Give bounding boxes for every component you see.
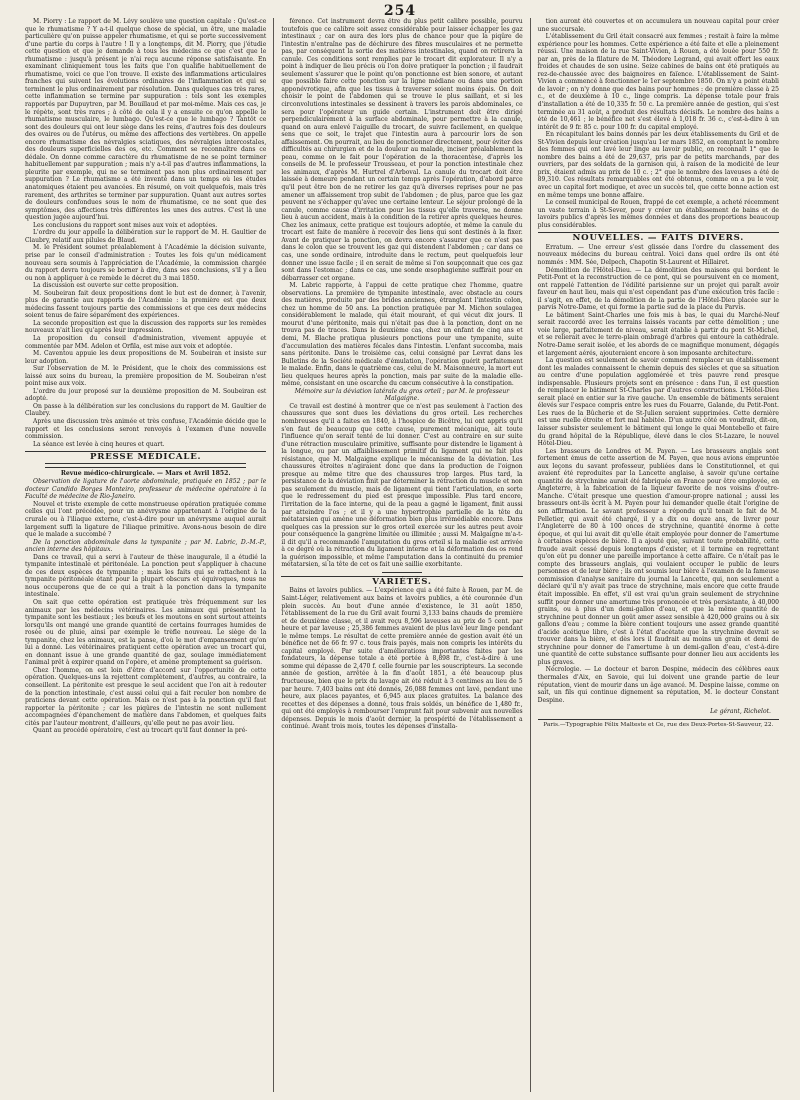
- paragraph: Les conclusions du rapport sont mises aux voix et adoptées.: [33, 221, 218, 229]
- paragraph: Erratum. — Une erreur s'est glissée dans l'ordre du classement des nouveaux médecins du bureau central. Voici dans quel ordre ils ont été nommés : MM. Sée, Delpech, Chapotin St-Laurent et Hillairet.: [537, 243, 779, 266]
- paragraph: Nouvel et triste exemple de cette monstrueuse opération pratiquée comme celles qui l'ont précédée, pour un anévrysme appartenant à l'origine de la crurale ou à l'iliaque externe, c'est-à-dire pour un anévrysme auquel aurait largement suffi la ligature de l'iliaque primitive. Avons-nous besoin de dire que le malade a succombé ?: [25, 500, 267, 539]
- paragraph: Les brasseurs de Londres et M. Payen. — Les brasseurs anglais sont fortement émus de cette assertion de M. Payen, que nous avions empruntée aux leçons du savant professeur, publiées dans le Constitutionnel, et qui avaient été reproduites par la Lancette anglaise, à savoir qu'une certaine quantité de strychnine aurait été fabriquée en France pour être employée, en Angleterre, à la fabrication de la liqueur favorite de nos voisins d'outre-Manche. C'était presque une question d'amour-propre national ; aussi les brasseurs ont-ils écrit à M. Payen pour lui demander quelle était l'origine de son affirmation. Le savant professeur a répondu qu'il tenait le fait de M. Pelletier, qui avait été chargé, il y a dix ou douze ans, de livrer pour l'Angleterre de 80 à 100 onces de strychnine, quantité énorme à cette époque, et qui lui avait dit qu'elle était employée pour donner de l'amertume à certaines espèces de bière. Il a ajouté que, suivant toute probabilité, cette fraude avait cessé depuis longtemps d'exister, et il termine en regrettant qu'on eût pu donner une pareille importance à cette affaire. Ce n'était pas le compte des brasseurs anglais, qui voulaient occuper le public de leurs personnes et de leur bière ; ils ont soumis leur bière à l'examen de la fameuse commission d'analyse sanitaire du journal la Lancette, qui, non seulement a déclaré qu'il n'y avait pas trace de strychnine, mais encore que cette fraude était impossible. En effet, s'il est vrai qu'un grain seulement de strychnine suffit pour donner une amertume très prononcée et très persistante, à 40,000 grains, ou à plus d'un demi-gallon d'eau, et que la même quantité de strychnine peut donner un goût amer assez sensible à 420,000 grains ou à six gallons d'eau ; comme la bière contient toujours une assez grande quantité d'acide acétique libre, c'est à l'état d'acétate que la strychnine devrait se trouver dans la bière, et dès lors il faudrait au moins un grain et demi de strychnine pour donner de l'amertume à un demi-gallon d'eau, c'est-à-dire une quantité de cette substance suffisante pour donner lieu aux accidents les plus graves.: [537, 447, 779, 666]
- paragraph: M. le Président soumet préalablement à l'Académie la décision suivante, prise par le conseil d'administration : Toutes les fois qu'un médicament nouveau sera soumis à l'appréciation de l'Académie, la commission chargée du rapport devra toujours se borner à dire, dans ses conclusions, s'il y a lieu ou non à appliquer à ce remède le décret du 3 mai 1850.: [25, 244, 267, 282]
- double-rule: [45, 463, 246, 468]
- paragraph: M. Labric rapporte, à l'appui de cette pratique chez l'homme, quatre observations. La première de tympanite intestinale, avec obstacle au cours des matières, produite par des brides anciennes, étranglant l'intestin colon, chez un homme de 50 ans. La ponction pratiquée par M. Michon soulagea considérablement le malade, qui était mourant, et qui vécut dix jours. Il mourut d'une péritonite, mais qui n'était pas due à la ponction, dont on ne trouva pas de traces. Dans le deuxième cas, chez un enfant de cinq ans et demi, M. Blache pratiqua plusieurs ponctions pour une tympanite, suite d'accumulation des matières fécales dans l'intestin. L'enfant succomba, mais sans péritonite. Dans le troisième cas, celui consigné par Levrat dans les Bulletins de la Société médicale d'émulation, l'opération guérit parfaitement le malade. Enfin, dans le quatrième cas, celui de M. Maisonneuve, la mort eut lieu quelques heures après la ponction, mais par suite de la maladie elle-même, consistant en une oscarche du cæcum consécutive à la constipation.: [281, 282, 523, 388]
- paragraph: L'établissement du Gril était consacré aux femmes ; restait à faire la même expérience pour les hommes. Cette expérience a été faite et elle a pleinement réussi. Une maison de la rue Saint-Vivien, à Rouen, a été louée pour 550 fr. par an, près de la filature de M. Théodore Legrand, qui avait offert les eaux froides et chaudes de son usine. Seize cabines de bains ont été pratiqués au rez-de-chaussée avec des baignoires en faïence. L'établissement de Saint-Vivien a commencé à fonctionner le 1er septembre 1850. On n'y a point établi de lavoir ; on n'y donne que des bains pour hommes : de première classe à 25 c., et de deuxième à 10 c., linge compris. La dépense totale pour frais d'installation a été de 10,335 fr. 50 c. La première année de gestion, qui s'est terminée au 31 août, a produit des résultats décisifs. Le nombre des bains a été de 10,461 ; le bénéfice net s'est élevé à 1,018 fr. 36 c., c'est-à-dire à un intérêt de 9 fr. 85 c. pour 100 fr. du capital employé.: [537, 33, 779, 131]
- column-2: [273, 18, 529, 1092]
- paragraph: La question est seulement de savoir comment remplacer un établissement dont les malades connaissent le chemin depuis des siècles et que sa situation au centre d'une population agglomérée et très pauvre rend presque indispensable. Plusieurs projets sont en présence : dans l'un, il est question de remplacer le bâtiment St-Charles par d'autres constructions. L'Hôtel-Dieu serait placé en entier sur la rive gauche. Un ensemble de bâtiments seraient élevés sur l'espace compris entre les rues du Fouarre, Galande, du Petit-Pont. Les rues de la Bûcherie et de St-Julien seraient supprimées. Cette dernière est une ruelle étroite et fort mal habitée. D'un autre côté on voudrait, dit-on, laisser subsister seulement le bâtiment qui longe le quai Montebello et faire du grand hôpital de la République, élevé dans le clos St-Lazare, le nouvel Hôtel-Dieu.: [537, 357, 779, 448]
- section-subheading: Revue médico-chirurgicale. — Mars et Avril 1852.: [60, 469, 231, 477]
- paragraph: L'ordre du jour appelle la délibération sur le rapport de M. H. Gaultier de Claubry, relatif aux pilules de Blaud.: [25, 229, 267, 244]
- paragraph: La discussion est ouverte sur cette proposition.: [33, 282, 179, 290]
- paragraph: Chez l'homme, on est loin d'être d'accord sur l'opportunité de cette opération. Quelques-uns la rejettent complètement, d'autres, au contraire, la conseillent. La péritonite est presque le seul accident que l'on ait à redouter de la ponction intestinale, c'est aussi celui qui a fait reculer bon nombre de praticiens devant cette opération. Mais ce n'est pas à la ponction qu'il faut rapporter la péritonite ; car les piqûres de l'intestin ne sont nullement accompagnées d'épanchement de matière dans l'abdomen, et quelques faits cités par l'auteur montrent, d'ailleurs, qu'elle peut ne pas avoir lieu.: [25, 666, 267, 727]
- printer-footer: Paris.—Typographie Félix Malteste et Ce, rue des Deux-Portes-St-Sauveur, 22.: [538, 719, 779, 730]
- paragraph: La seconde proposition est que la discussion des rapports sur les remèdes nouveaux n'ait lieu qu'après leur impression.: [25, 319, 267, 335]
- paragraph: Après une discussion très animée et très confuse, l'Académie décide que le rapport et les conclusions seront renvoyés à l'examen d'une nouvelle commission.: [25, 417, 267, 441]
- paragraph: Quant au procédé opératoire, c'est au trocart qu'il faut donner la pré-: [33, 727, 248, 735]
- paragraph: Démolition de l'Hôtel-Dieu. — La démolition des maisons qui bordent le Petit-Pont et la reconstruction de ce pont, qui se poursuivent en ce moment, ont rappelé l'attention de l'édilité parisienne sur un projet qui paraît avoir faveur en haut lieu, mais qui n'est cependant pas d'une exécution très facile : il s'agit, en effet, de la démolition de la partie de l'Hôtel-Dieu placée sur le parvis Notre-Dame, et qui forme la partie sud de la place du Parvis.: [537, 266, 779, 312]
- paragraph: Bains et lavoirs publics. — L'expérience qui a été faite à Rouen, par M. de Saint-Léger, relativement aux bains et lavoirs publics, a été couronnée d'un plein succès. Au bout d'une année d'existence, le 31 août 1850, l'établissement de la rue du Gril avait fourni 3,133 bains chauds de première et de deuxième classe, et il avait reçu 8,596 laveuses au prix de 5 cent. par heure et par laveuse ; 25,386 femmes avaient de plus lavé leur linge pendant le même temps. Le résultat de cette première année de gestion avait été un bénéfice net de 66 fr. 97 c. tous frais payés, mais non compris les intérêts du capital employé. Par suite d'améliorations importantes faites par les fondateurs, la dépense totale a été portée à 8,898 fr., c'est-à-dire à une somme qui dépasse de 2,470 f. celle fournie par les souscripteurs. La seconde année de gestion, arrêtée à la fin d'août 1851, a été beaucoup plus fructueuse, bien que le prix du lavage ait été réduit à 3 centimes au lieu de 5 par heure. 7,403 bains ont été donnés, 26,088 femmes ont lavé, pendant une heure, aux places payantes, et 6,945 aux places gratuites. La balance des recettes et des dépenses a donné, tous frais soldés, un bénéfice de 1,480 fr., qui ont été employés à rembourser l'emprunt fait pour subvenir aux nouvelles dépenses. Depuis le mois d'août dernier, la prospérité de l'établissement a continué. Avant trois mois, toutes les dépenses d'installa-: [281, 587, 523, 731]
- paragraph: L'ordre du jour proposé sur la deuxième proposition de M. Soubeiran est adopté.: [25, 387, 267, 403]
- paragraph: Ce travail est destiné à montrer que ce n'est pas seulement à l'action des chaussures que sont dues les déviations du gros orteil. Les recherches nombreuses qu'il a faites en 1840, à l'hospice de Bicêtre, lui ont appris qu'il s'en faut de beaucoup que cette cause, purement mécanique, ait toute l'influence qu'on serait tenté de lui donner. C'est au contraire en sur suite d'une rétraction musculaire primitive, suffisante pour distendre le ligament à la longue, ou par un affaiblissement primitif du ligament qui ne fait plus résistance, que M. Malgaigne explique le mécanisme de la déviation. Les chaussures étroites n'agiraient donc que dans la production de l'oignon presque au même titre que des chaussures trop larges. Plus tard, la persistance de la déviation finit par déterminer la rétraction du muscle et non pas seulement du muscle, mais de ligament qui tient l'articulation, en sorte que le redressement du pied est presque impossible. Plus tard encore, l'irritation de la face interne, qui de la peau a gagné le ligament, finit aussi par atteindre l'os ; et il y a une hypertrophie partielle de la tête du métatarsien qui amène une déformation bien plus irrémédiable encore. Dans quelques cas la pression sur le gros orteil exercée sur les autres peut avoir pour conséquence la gangrène limitée ou illimitée ; aussi M. Malgaigne m'a-t-il dit qu'il a recommandé l'amputation du gros orteil si la maladie est arrivée à ce degré où la rétraction du ligament interne et la déformation des os rend la guérison impossible, et même l'amputation dans la continuité du premier métatarsien, si la tête de cet os fait une saillie exorbitante.: [281, 402, 523, 569]
- paragraph: M. Caventou appuie les deux propositions de M. Soubeiran et insiste sur leur adoption.: [25, 350, 267, 365]
- article-title: De la ponction abdominale dans la tympanite ; par M. Labric, D.-M.-P., ancien interne des hôpitaux.: [25, 538, 267, 554]
- article-title: Observation de ligature de l'aorte abdominale, pratiquée en 1852 ; par le docteur Candido Borges Monteiro, professeur de médecine opératoire à la Faculté de médecine de Rio-Janeiro.: [25, 478, 267, 501]
- paragraph: M. Piorry : Le rapport de M. Lévy soulève une question capitale : Qu'est-ce que le rhumatisme ? Y a-t-il quelque chose de spécial, un être, une maladie particulière qu'on puisse appeler rhumatisme, et qui se porte successivement d'une partie du corps à l'autre ! Il y a longtemps, dit M. Piorry, que j'étudie cette question et que je demande à tous les médecins ce que c'est que le rhumatisme : jusqu'à présent je n'ai reçu aucune réponse satisfaisante. En examinant cliniquement tous les faits que l'on qualifie habituellement de rhumatisme, voici ce que l'on trouve. Il existe des inflammations articulaires franches qui suivent les évolutions ordinaires de l'inflammation et qui se terminent le plus ordinairement par résolution. Dans quelques cas très rares, cette inflammation se termine par suppuration : tels sont les exemples rapportés par Dupuytren, par M. Bouillaud et par moi-même. Mais ces cas, je le répète, sont très rares ; à côté de cela il y a ensuite ce qu'on appelle le rhumatisme musculaire, le lumbago. Qu'est-ce que le lumbago ? Tantôt ce sont des douleurs qui ont leur siège dans les reins, d'autres fois des douleurs des ovaires ou de l'utérus, ou même des affections des vertèbres. On appelle encore rhumatisme des névralgies sciatiques, des névralgies intercostales, des douleurs superficielles des os, etc. Comment se reconnaître dans ce dédale. On donne comme caractère du rhumatisme de ne se point terminer habituellement par suppuration ; mais n'y a-t-il pas d'autres inflammations, la pleurite par exemple, qui ne se terminent pas non plus ordinairement par suppuration ? Le rhumatisme a été inventé dans un temps où les études anatomiques étaient peu avancées. En résumé, on voit quelquefois, mais très rarement, des arthrites se terminer par suppuration. Quant aux autres sortes de douleurs confondues sous le nom de rhumatisme, ce ne sont que des symptômes, des affections très différentes les unes des autres. C'est là une question jugée aujourd'hui.: [25, 18, 267, 222]
- paragraph: On passe à la délibération sur les conclusions du rapport de M. Gaultier de Claubry.: [25, 402, 267, 418]
- paragraph: La séance est levée à cinq heures et quart.: [33, 440, 165, 448]
- column-3: [530, 18, 786, 1092]
- paragraph: Sur l'observation de M. le Président, que le choix des commissions est laissé aux soins du bureau, la première proposition de M. Soubeiran n'est point mise aux voix.: [25, 365, 267, 388]
- article-title: Mémoire sur la déviation latérale du gros orteil ; par M. le professeur Malgaigne.: [294, 387, 510, 403]
- paragraph: tion auront été couvertes et on accumulera un nouveau capital pour créer une succursale.: [537, 18, 779, 33]
- section-title-nouvelles: NOUVELLES. — FAITS DIVERS.: [538, 232, 779, 243]
- separator: [382, 572, 422, 573]
- paragraph: Le conseil municipal de Rouen, frappé de cet exemple, a acheté récemment un vaste terrain à St-Sever, pour y créer un établissement de bains et de lavoirs publics d'après les mêmes données et dans des proportions beaucoup plus considérables.: [537, 199, 779, 229]
- paragraph: La proposition du conseil d'administration, vivement appuyée et commentée par MM. Adelon et Orfila, est mise aux voix et adoptée.: [25, 334, 267, 350]
- paragraph: En récapitulant les bains donnés par les deux établissements du Gril et de St-Vivien depuis leur création jusqu'au 1er mars 1852, en comptant le nombre des femmes qui ont lavé leur linge au lavoir public, on reconnaît 1° que le nombre des bains a été de 29,637, pris par de petits marchands, par des ouvriers, par des soldats de la garnison qui, à raison de la modicité de leur prix, étaient admis au prix de 10 c. ; 2° que le nombre des laveuses a été de 89,310. Ces résultats remarquables ont été obtenus, comme on a pu le voir, avec un capital fort modique, et avec un succès tel, que cette bonne action est en même temps une bonne affaire.: [537, 131, 779, 199]
- paragraph: Le bâtiment Saint-Charles une fois mis à bas, le quai du Marché-Neuf serait raccordé avec les terrains laissés vacants par cette démolition ; une voie large, parfaitement de niveau, serait établie à partir du pont St-Michel, et se relierait avec le terre-plain ombragé d'arbres qui entoure la cathédrale. Notre-Dame serait isolée, et les abords de ce magnifique monument, dégagés et largement aérés, ajouteraient encore à son imposante architecture.: [537, 311, 779, 357]
- page-number: 254: [383, 3, 417, 19]
- paragraph: Nécrologie. — Le docteur et baron Despine, médecin des célèbres eaux thermales d'Aix, en Savoie, qui lui doivent une grande partie de leur réputation, vient de mourir dans un âge avancé. M. Despine laisse, comme on sait, un fils qui continue dignement sa réputation, M. le docteur Constant Despine.: [537, 666, 779, 704]
- paragraph: férence. Cet instrument devra être du plus petit calibre possible, pourvu toutefois que ce calibre soit assez considérable pour laisser échapper les gaz intestinaux ; car on aura des lors plus de chance pour que la piqûre de l'intestin n'entraîne pas de déchirure des fibres musculaires et ne permette pas, par conséquent la sortie des matières intestinales, quand on retirera la canule. Ces conditions sont remplies par le trocart dit explorateur. Il n'y a point à indiquer de lieu précis où l'on doive pratiquer la ponction ; il faudrait seulement s'assurer que le point qu'on ponctionne est bien sonore, et autant que possible faire cette ponction sur la ligne médiane ou dans une portion apponévrotique, afin que les tissus à traverser soient moins épais. On doit choisir le point de l'abdomen qui se trouve le plus saillant, et si les circonvolutions intestinales se dessinent à travers les parois abdominales, ce sera pour l'opérateur un guide certain. L'instrument doit être dirigé perpendiculairement à la surface abdominale, pour permettre à la canule, quand on aura enlevé l'aiguille du trocart, de suivre facilement, en quelque sens que ce soit, le trajet que l'intestin aura à parcourir lors de son affaissement. On pourrait, au lieu de ponctionner directement, pour éviter des difficultés au chirurgien et de la douleur au malade, inciser préalablement la peau, comme on le fait pour l'opération de la thoracentèse, d'après les conseils de M. le professeur Trousseau, et pour la ponction intestinale chez les animaux, d'après M. Hurtrel d'Arboval. La canule du trocart doit être laissée à demeure pendant un certain temps après l'opération, d'abord parce qu'il peut être bon de ne retirer les gaz qu'à diverses reprises pour ne pas amener un affaissement trop subit de l'abdomen ; de plus, parce que les gaz peuvent ne s'échapper qu'avec une certaine lenteur. Le séjour prolongé de la canule, comme cause d'irritation pour les tissus qu'elle traverse, ne donne lieu à aucun accident, mais à la condition de la retirer après quelques heures. Chez les animaux, cette pratique est toujours adoptée, et même la canule du trocart est faite de manière à recevoir des liens qui sont destinés à la fixer. Avant de pratiquer la ponction, on devra encore s'assurer que ce n'est pas dans le colon que se trouvent les gaz qui distendent l'abdomen ; car dans ce cas, une sonde ordinaire, introduite dans le rectum, peut quelquefois leur donner une issue facile ; il en serait de même si l'on soupçonnait que ces gaz sont dans l'estomac ; dans ce cas, une sonde œsophagienne suffirait pour en débarrasser cet organe.: [281, 18, 523, 282]
- section-title-presse-medicale: PRESSE MÉDICALE.: [25, 451, 266, 462]
- paragraph: On sait que cette opération est pratiquée très fréquemment sur les animaux par les médecins vétérinaires. Les animaux qui présentent la tympanite sont les bestiaux ; les bœufs et les moutons en sont surtout atteints lorsqu'ils ont mangé une grande quantité de certains fourrages humides de rosée ou de pluie, ainsi par exemple le trèfle nouveau. Le siège de la tympanite, chez les animaux, est la panse, d'où le mot d'empansement qu'on lui a donné. Les vétérinaires pratiquent cette opération avec un trocart qui, en donnant issue à une grande quantité de gaz, soulage immédiatement l'animal prêt à expirer quand on l'opère, et amène promptement sa guérison.: [25, 599, 267, 667]
- columns: [18, 18, 786, 1092]
- column-1: [18, 18, 273, 1092]
- paragraph: Dans ce travail, qui a servi à l'auteur de thèse inaugurale, il a étudié la tympanite intestinale et péritonéale. La ponction peut s'appliquer à chacune de ces deux espèces de tympanite ; mais les faits qui se rattachent à la tympanite péritonéale étant pour la plupart obscurs et équivoques, nous ne nous occuperons que de ce qui a trait à la ponction dans la tympanite intestinale.: [25, 553, 267, 599]
- section-title-varietes: VARIÉTÉS.: [281, 576, 522, 587]
- paragraph: M. Soubeiran fait deux propositions dont le but est de donner, à l'avenir, plus de garantie aux rapports de l'Académie : la première est que deux médecins fassent toujours partie des commissions et que ces deux médecins soient tenus de faire séparément des expériences.: [25, 289, 267, 320]
- signature-gerant: Le gérant, Richelot.: [710, 708, 771, 716]
